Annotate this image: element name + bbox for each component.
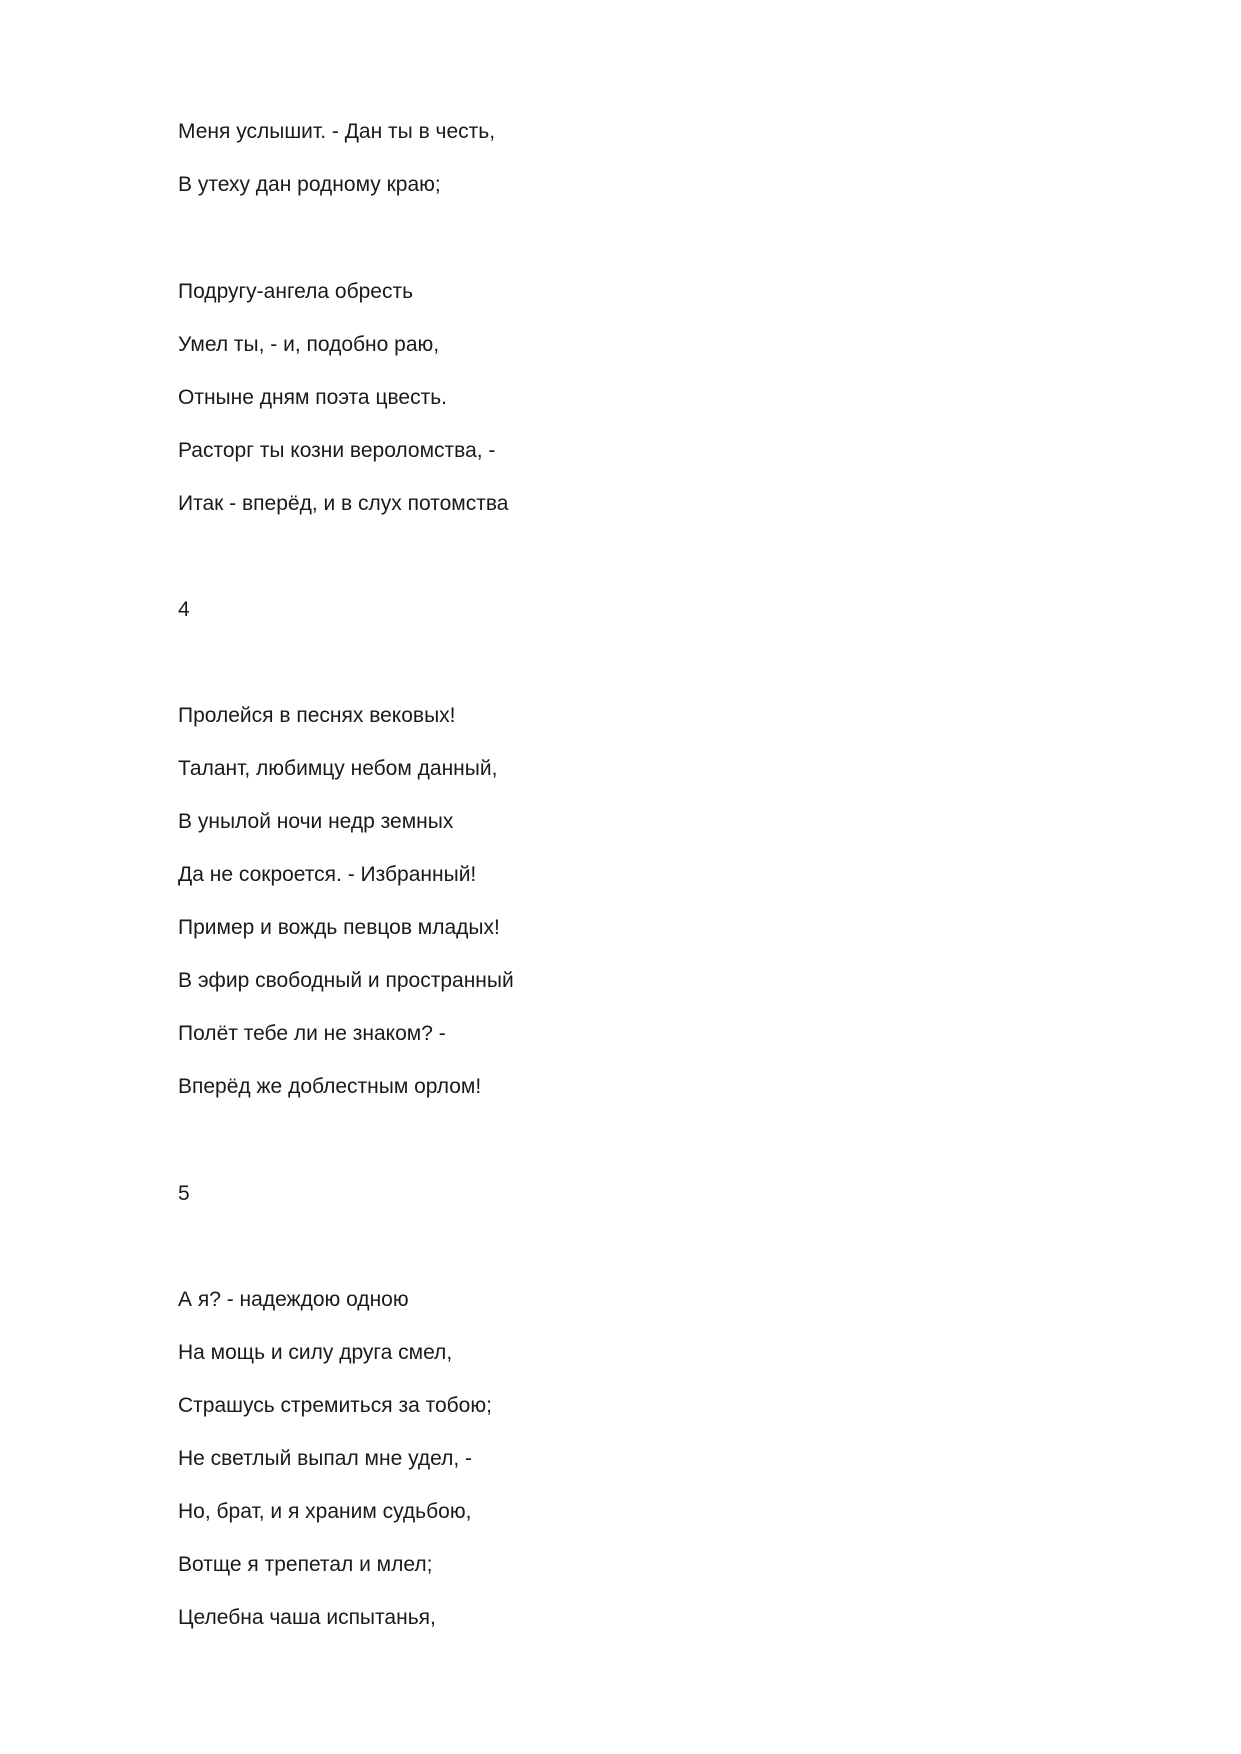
poem-line: Пролейся в песнях вековых! (178, 704, 456, 727)
poem-line: Отныне дням поэта цвесть. (178, 386, 447, 409)
poem-line: Умел ты, - и, подобно раю, (178, 333, 440, 356)
poem-line: Да не сокроется. - Избранный! (178, 863, 477, 886)
poem-line: На мощь и силу друга смел, (178, 1341, 453, 1364)
poem-line: Пример и вождь певцов младых! (178, 916, 500, 939)
poem-line: Подругу-ангела обресть (178, 280, 414, 303)
poem-line: Не светлый выпал мне удел, - (178, 1447, 473, 1470)
poem-line: А я? - надеждою одною (178, 1288, 409, 1311)
poem-line: В утеху дан родному краю; (178, 173, 441, 196)
poem-line: В эфир свободный и пространный (178, 969, 514, 992)
poem-line: Расторг ты козни вероломства, - (178, 439, 496, 462)
poem-line: Полёт тебе ли не знаком? - (178, 1022, 446, 1045)
poem-line: Вперёд же доблестным орлом! (178, 1075, 482, 1098)
poem-line: Итак - вперёд, и в слух потомства (178, 492, 509, 515)
poem-line: Целебна чаша испытанья, (178, 1606, 436, 1629)
poem-line: Но, брат, и я храним судьбою, (178, 1500, 472, 1523)
poem-line: Страшусь стремиться за тобою; (178, 1394, 492, 1417)
poem-line: В унылой ночи недр земных (178, 810, 454, 833)
poem-line: Меня услышит. - Дан ты в честь, (178, 120, 496, 143)
poem-line: Талант, любимцу небом данный, (178, 757, 498, 780)
stanza-number: 4 (178, 598, 190, 621)
poem-line: Вотще я трепетал и млел; (178, 1553, 433, 1576)
stanza-number: 5 (178, 1182, 190, 1205)
